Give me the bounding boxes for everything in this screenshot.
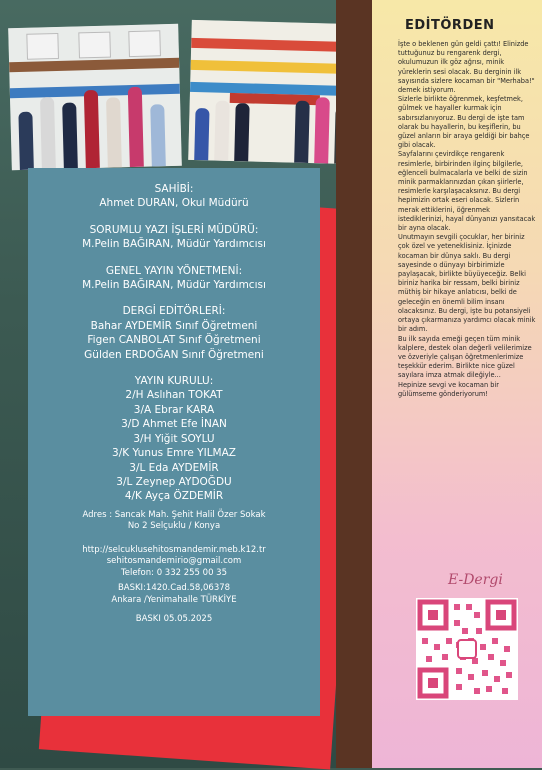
qr-code-icon[interactable]	[416, 598, 518, 700]
masthead-credits	[28, 182, 320, 626]
board-item: 3/A Ebrar KARA	[133, 403, 215, 416]
edergi-label: E-Dergi	[448, 572, 503, 588]
board-item: 3/L Eda AYDEMİR	[129, 461, 219, 474]
editorial-paragraph: Sizlerle birlikte öğrenmek, keşfetmek, gülmek ve hayaller kurmak için sabırsızlanıyoruz. Bu dergi de işte tam olarak bu hayallerin, bu keşiflerin, bu güzel anların bir araya geldiği bir bahçe gibi olacak.	[398, 95, 530, 150]
owner: Ahmet DURAN, Okul Müdürü	[99, 197, 249, 210]
board-item: 3/K Yunus Emre YILMAZ	[112, 447, 236, 460]
board-item: 3/L Zeynep AYDOĞDU	[116, 475, 232, 488]
editor-item: Gülden ERDOĞAN Sınıf Öğretmeni	[84, 348, 264, 361]
print-date: BASKI 05.05.2025	[135, 614, 213, 625]
print-info-1: BASKI:1420.Cad.58,06378	[117, 583, 231, 594]
board-item: 3/D Ahmet Efe İNAN	[121, 418, 227, 431]
editorial-paragraph: Bu ilk sayıda emeği geçen tüm minik kalplere, destek olan değerli velilerimize ve özveriyle çalışan öğretmenlerimize teşekkür ederim. Birlikte nice güzel sayılara imza atmak dileğiyle...	[398, 334, 532, 380]
print-info-2: Ankara /Yenimahalle TÜRKİYE	[111, 594, 237, 605]
editor-item: Figen CANBOLAT Sınıf Öğretmeni	[87, 334, 261, 347]
board-item: 3/H Yiğit SOYLU	[133, 432, 215, 445]
class-photo-1	[8, 24, 182, 170]
website-link[interactable]: http://selcuklusehitosmandemir.meb.k12.tr	[82, 544, 266, 555]
email-link[interactable]: sehitosmandemirio@gmail.com	[106, 556, 242, 567]
address-line-2: No 2 Selçuklu / Konya	[127, 521, 221, 532]
editor-resp-label: SORUMLU YAZI İŞLERİ MÜDÜRÜ:	[89, 223, 259, 236]
editor-item: Bahar AYDEMİR Sınıf Öğretmeni	[90, 319, 258, 332]
editor-resp: M.Pelin BAĞIRAN, Müdür Yardımcısı	[82, 238, 266, 251]
board-label: YAYIN KURULU:	[134, 375, 214, 388]
address-line-1: Adres : Sancak Mah. Şehit Halil Özer Sokak	[82, 509, 266, 520]
editorial-title: EDİTÖRDEN	[405, 18, 495, 33]
class-photo-2	[188, 20, 355, 164]
publish-dir-label: GENEL YAYIN YÖNETMENİ:	[105, 264, 243, 277]
editors-label: DERGİ EDİTÖRLERİ:	[122, 305, 226, 318]
editorial-paragraph: İşte o beklenen gün geldi çattı! Elinizde tuttuğunuz bu rengarenk dergi, okulumuzun ilk göz ağrısı, minik yüreklerin sesi olacak. Bu derginin ilk sayısında sizlere kocaman bir "Merhaba!" demek istiyorum.	[398, 40, 535, 95]
owner-label: SAHİBİ:	[154, 183, 194, 195]
editorial-body	[398, 40, 536, 399]
editorial-paragraph: Unutmayın sevgili çocuklar, her biriniz çok özel ve yeteneklisiniz. İçinizde kocaman bir dünya saklı. Bu dergi sayesinde o dünyayı birbirimizle paylaşacak, birlikte büyüyeceğiz. Belki biriniz harika bir ressam, belki biriniz müthiş bir hikaye anlatıcısı, belki de geleceğin en önemli bilim insanı olacaksınız. Bu dergi, işte bu potansiyeli ortaya çıkarmanıza yardımcı olacak minik bir adım.	[398, 233, 536, 334]
publish-dir: M.Pelin BAĞIRAN, Müdür Yardımcısı	[82, 279, 266, 292]
board-item: 4/K Ayça ÖZDEMİR	[124, 490, 224, 503]
editorial-paragraph: Hepinize sevgi ve kocaman bir gülümseme gönderiyorum!	[398, 380, 499, 398]
phone: Telefon: 0 332 255 00 35	[120, 567, 227, 578]
board-item: 2/H Aslıhan TOKAT	[125, 389, 223, 402]
editorial-paragraph: Sayfalarını çevirdikçe rengarenk resimlerle, birbirinden ilginç bilgilerle, eğlenceli bulmacalarla ve belki de sizin minik parmaklarınızdan çıkan şiirlerle, resimlerle karşılaşacaksınız. Bu dergi hepimizin ortak eseri olacak. Sizlerin merak ettiklerini, öğrenmek istediklerinizi, hayal dünyanızı yansıtacak bir ayna olacak.	[398, 150, 536, 233]
